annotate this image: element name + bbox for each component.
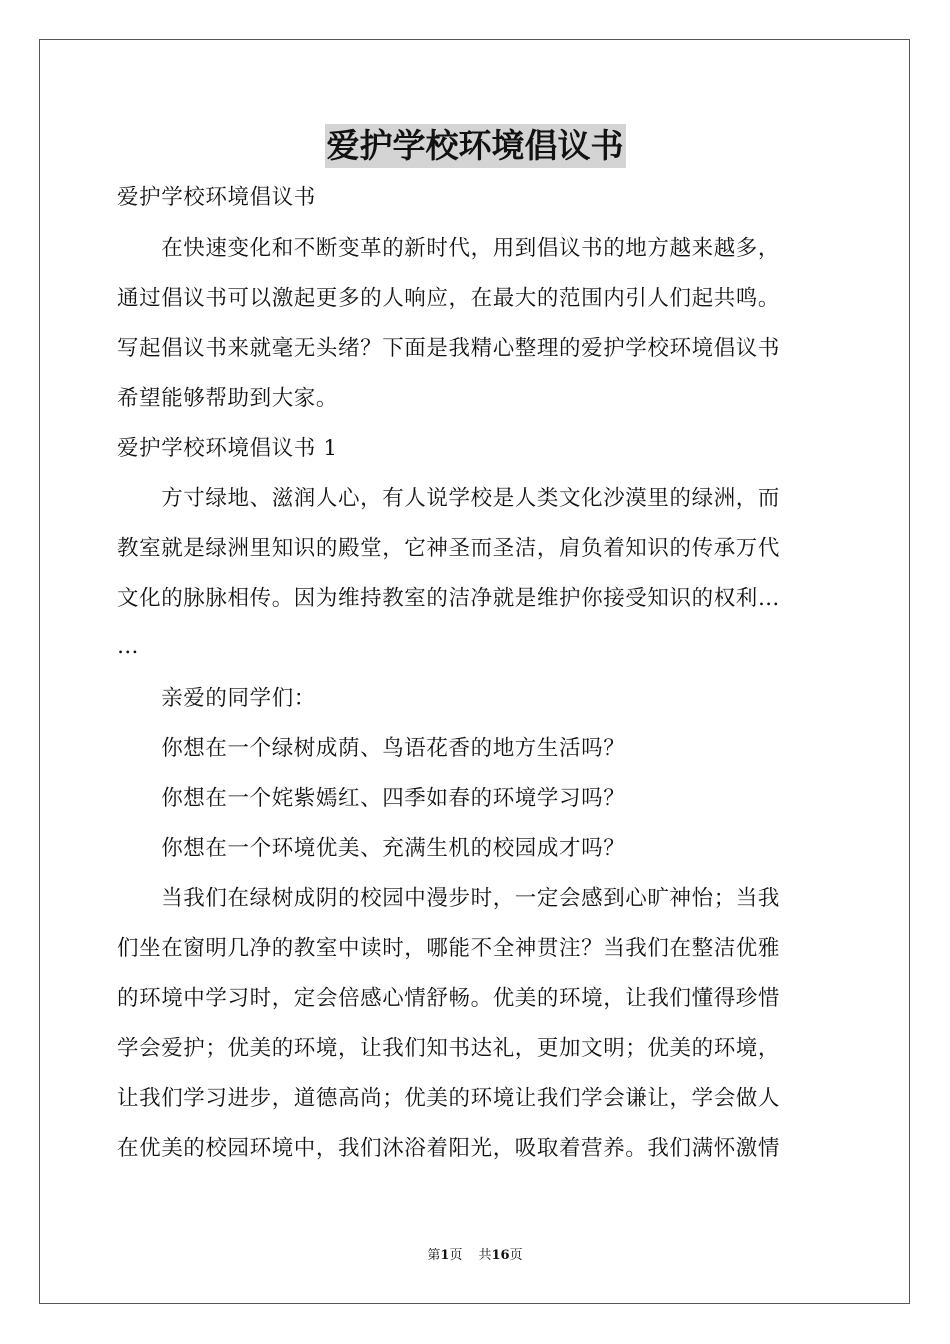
body-line: 们坐在窗明几净的教室中读时，哪能不全神贯注？当我们在整洁优雅	[117, 936, 781, 961]
salutation-line: 亲爱的同学们：	[117, 686, 316, 711]
page-prefix: 第	[427, 1248, 441, 1263]
body-line: 写起倡议书来就毫无头绪？下面是我精心整理的爱护学校环境倡议书	[117, 336, 781, 361]
body-line: 方寸绿地、滋润人心，有人说学校是人类文化沙漠里的绿洲，而	[117, 486, 781, 511]
body-line: …	[117, 634, 140, 659]
body-line: 文化的脉脉相传。因为维持教室的洁净就是维护你接受知识的权利…	[117, 586, 781, 611]
body-line: 希望能够帮助到大家。	[117, 386, 339, 411]
body-line: 你想在一个绿树成荫、鸟语花香的地方生活吗？	[117, 736, 626, 761]
body-line: 的环境中学习时，定会倍感心情舒畅。优美的环境，让我们懂得珍惜	[117, 986, 781, 1011]
body-line: 你想在一个姹紫嫣红、四季如春的环境学习吗？	[117, 786, 626, 811]
section-heading: 爱护学校环境倡议书 1	[117, 436, 338, 461]
title-container	[0, 124, 950, 168]
body-line: 通过倡议书可以激起更多的人响应，在最大的范围内引人们起共鸣。	[117, 286, 781, 311]
body-line: 在优美的校园环境中，我们沐浴着阳光，吸取着营养。我们满怀激情	[117, 1136, 781, 1161]
body-line: 教室就是绿洲里知识的殿堂，它神圣而圣洁，肩负着知识的传承万代	[117, 536, 781, 561]
body-line: 你想在一个环境优美、充满生机的校园成才吗？	[117, 836, 626, 861]
page-footer	[0, 1248, 950, 1264]
page-total: 16	[491, 1248, 510, 1263]
body-line: 当我们在绿树成阴的校园中漫步时，一定会感到心旷神怡；当我	[117, 886, 781, 911]
body-line: 在快速变化和不断变革的新时代，用到倡议书的地方越来越多，	[117, 236, 781, 261]
total-prefix: 共	[478, 1248, 492, 1263]
document-title: 爱护学校环境倡议书	[325, 124, 626, 168]
page-suffix: 页	[449, 1248, 463, 1263]
total-suffix: 页	[509, 1248, 523, 1263]
page-border	[39, 39, 910, 1304]
body-line: 学会爱护；优美的环境，让我们知书达礼，更加文明；优美的环境，	[117, 1036, 781, 1061]
body-line: 让我们学习进步，道德高尚；优美的环境让我们学会谦让，学会做人	[117, 1086, 781, 1111]
page-current: 1	[440, 1248, 450, 1263]
subtitle-line: 爱护学校环境倡议书	[117, 185, 316, 210]
